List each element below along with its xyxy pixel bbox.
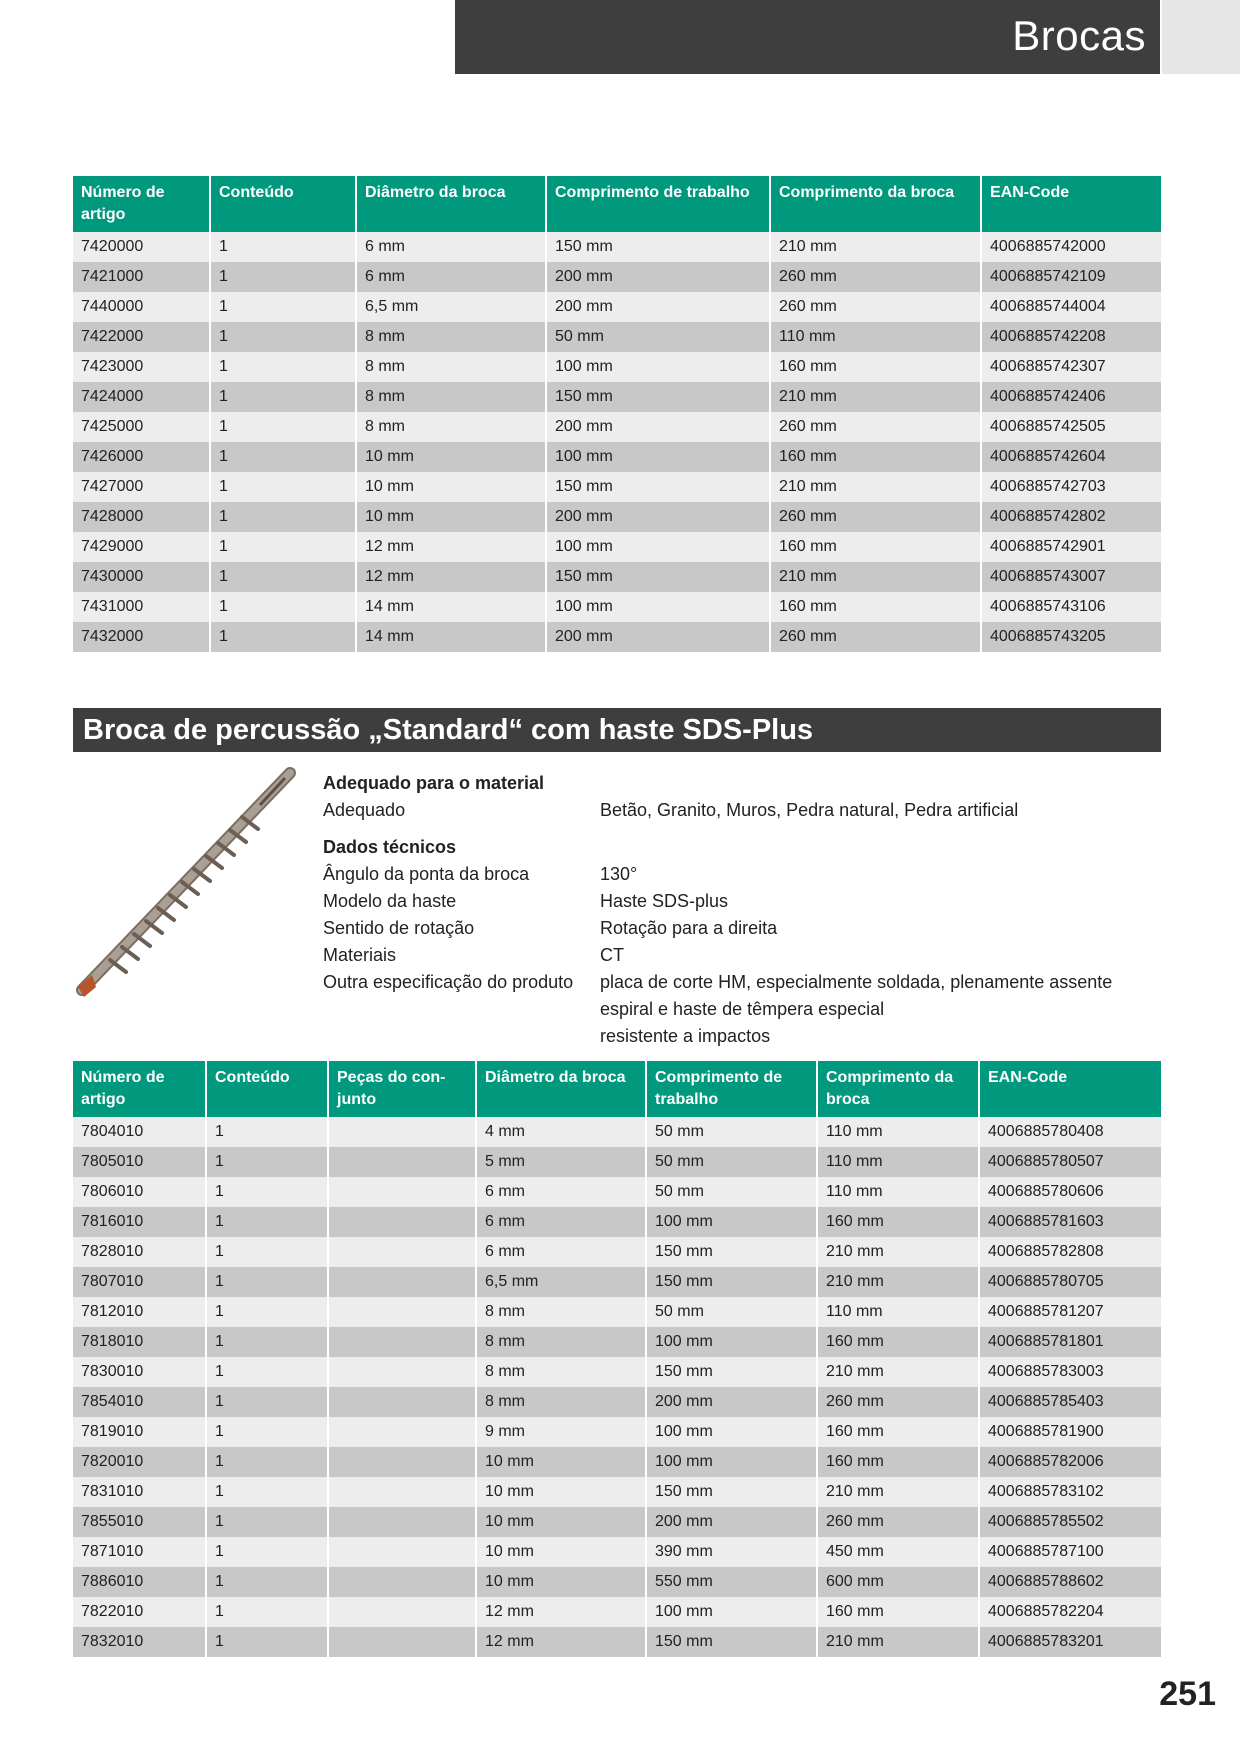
chapter-title: Brocas xyxy=(1012,12,1146,59)
table-cell: 14 mm xyxy=(356,622,546,652)
table-row xyxy=(73,292,1161,322)
table-cell: 390 mm xyxy=(646,1537,817,1567)
table-cell: 1 xyxy=(206,1147,328,1177)
table-cell: 1 xyxy=(206,1117,328,1147)
table-cell: 7820010 xyxy=(73,1447,206,1477)
table-cell: 1 xyxy=(206,1207,328,1237)
spec-row xyxy=(323,942,1153,969)
table-row xyxy=(73,1237,1161,1267)
table-cell: 8 mm xyxy=(476,1357,646,1387)
table-cell: 150 mm xyxy=(646,1477,817,1507)
column-header-set-pieces: Peças do con-junto xyxy=(328,1061,476,1117)
table-cell: 1 xyxy=(206,1237,328,1267)
table-cell: 200 mm xyxy=(646,1507,817,1537)
table-cell: 7886010 xyxy=(73,1567,206,1597)
table-cell: 100 mm xyxy=(546,442,770,472)
table-cell xyxy=(328,1627,476,1657)
table-cell xyxy=(328,1147,476,1177)
table-row xyxy=(73,1627,1161,1657)
column-header-drill-length: Comprimento da broca xyxy=(770,176,981,232)
table-cell: 4006885743007 xyxy=(981,562,1161,592)
table-cell: 150 mm xyxy=(546,562,770,592)
table-cell xyxy=(328,1447,476,1477)
table-cell: 8 mm xyxy=(356,412,546,442)
table-cell xyxy=(328,1117,476,1147)
table-cell: 10 mm xyxy=(476,1537,646,1567)
spec-label xyxy=(323,996,600,1023)
column-header-working-length: Comprimento de trabalho xyxy=(646,1061,817,1117)
table-cell: 7420000 xyxy=(73,232,210,262)
table-row xyxy=(73,1207,1161,1237)
table-cell: 7854010 xyxy=(73,1387,206,1417)
table-cell: 200 mm xyxy=(546,622,770,652)
table-cell: 7430000 xyxy=(73,562,210,592)
table-cell: 1 xyxy=(210,322,356,352)
table-row xyxy=(73,1567,1161,1597)
table-cell: 6,5 mm xyxy=(356,292,546,322)
table-cell: 4006885783003 xyxy=(979,1357,1161,1387)
table-row xyxy=(73,1267,1161,1297)
technical-data-heading: Dados técnicos xyxy=(323,837,457,857)
spec-value: espiral e haste de têmpera especial xyxy=(600,999,885,1019)
table-cell: 210 mm xyxy=(817,1237,979,1267)
table-cell: 10 mm xyxy=(476,1567,646,1597)
table-cell: 1 xyxy=(210,382,356,412)
table-cell: 210 mm xyxy=(817,1357,979,1387)
table-cell: 4006885780408 xyxy=(979,1117,1161,1147)
table-cell: 210 mm xyxy=(817,1627,979,1657)
drill-table-1 xyxy=(73,176,1161,652)
table-cell xyxy=(328,1177,476,1207)
table-row xyxy=(73,472,1161,502)
table-cell: 14 mm xyxy=(356,592,546,622)
table-cell: 110 mm xyxy=(817,1177,979,1207)
table-row xyxy=(73,442,1161,472)
table-cell: 7425000 xyxy=(73,412,210,442)
table-cell: 7421000 xyxy=(73,262,210,292)
table-row xyxy=(73,412,1161,442)
table-cell: 10 mm xyxy=(476,1477,646,1507)
table-cell: 7432000 xyxy=(73,622,210,652)
table-row xyxy=(73,1537,1161,1567)
spec-row xyxy=(323,915,1153,942)
table-cell: 160 mm xyxy=(770,442,981,472)
table-cell: 10 mm xyxy=(356,442,546,472)
table-cell: 1 xyxy=(210,412,356,442)
table-cell: 1 xyxy=(210,592,356,622)
table-cell: 1 xyxy=(210,562,356,592)
table-cell: 160 mm xyxy=(770,592,981,622)
table-cell: 7423000 xyxy=(73,352,210,382)
table-cell: 7431000 xyxy=(73,592,210,622)
table-cell xyxy=(328,1537,476,1567)
table-cell: 450 mm xyxy=(817,1537,979,1567)
table-cell: 4006885780606 xyxy=(979,1177,1161,1207)
table-cell: 7816010 xyxy=(73,1207,206,1237)
table-cell: 150 mm xyxy=(646,1237,817,1267)
spec-value: resistente a impactos xyxy=(600,1026,771,1046)
table-cell: 160 mm xyxy=(817,1597,979,1627)
table-cell: 1 xyxy=(206,1627,328,1657)
table-cell: 5 mm xyxy=(476,1147,646,1177)
table-cell: 7804010 xyxy=(73,1117,206,1147)
table-cell: 210 mm xyxy=(770,472,981,502)
table-cell: 260 mm xyxy=(770,502,981,532)
table-cell: 4 mm xyxy=(476,1117,646,1147)
table-row xyxy=(73,592,1161,622)
chapter-header xyxy=(455,0,1160,74)
table-row xyxy=(73,322,1161,352)
table-cell: 7440000 xyxy=(73,292,210,322)
table-cell: 1 xyxy=(206,1327,328,1357)
table-cell: 1 xyxy=(206,1177,328,1207)
table-row xyxy=(73,1507,1161,1537)
table-cell: 4006885783102 xyxy=(979,1477,1161,1507)
table-cell: 210 mm xyxy=(770,382,981,412)
table-cell: 1 xyxy=(206,1357,328,1387)
table-cell: 4006885742703 xyxy=(981,472,1161,502)
table-cell: 4006885781207 xyxy=(979,1297,1161,1327)
table-cell: 12 mm xyxy=(356,532,546,562)
drill-table-2 xyxy=(73,1061,1161,1657)
table-cell: 4006885782006 xyxy=(979,1447,1161,1477)
table-cell: 4006885742208 xyxy=(981,322,1161,352)
table-row xyxy=(73,1357,1161,1387)
table-cell: 8 mm xyxy=(356,322,546,352)
column-header-content: Conteúdo xyxy=(206,1061,328,1117)
table-cell: 150 mm xyxy=(546,382,770,412)
table-cell: 7832010 xyxy=(73,1627,206,1657)
table-cell: 1 xyxy=(206,1417,328,1447)
table-cell: 100 mm xyxy=(546,592,770,622)
table-cell: 4006885785403 xyxy=(979,1387,1161,1417)
table-cell: 160 mm xyxy=(770,532,981,562)
table-cell: 8 mm xyxy=(476,1327,646,1357)
product-specifications xyxy=(323,770,1153,1050)
table-cell: 200 mm xyxy=(546,292,770,322)
table-cell: 6 mm xyxy=(476,1177,646,1207)
table-cell: 110 mm xyxy=(817,1117,979,1147)
table-cell: 6 mm xyxy=(356,232,546,262)
table-cell: 4006885788602 xyxy=(979,1567,1161,1597)
column-header-article-number: Número de artigo xyxy=(73,176,210,232)
spec-row xyxy=(323,996,1153,1023)
table-cell: 260 mm xyxy=(770,622,981,652)
table-cell xyxy=(328,1327,476,1357)
table-cell: 1 xyxy=(210,502,356,532)
table-cell: 50 mm xyxy=(646,1297,817,1327)
table-cell: 150 mm xyxy=(546,472,770,502)
table-cell: 100 mm xyxy=(646,1327,817,1357)
spec-row xyxy=(323,969,1153,996)
table-cell: 8 mm xyxy=(356,382,546,412)
material-heading: Adequado para o material xyxy=(323,773,545,793)
table-cell: 150 mm xyxy=(646,1357,817,1387)
table-cell: 4006885742406 xyxy=(981,382,1161,412)
table-cell: 4006885781603 xyxy=(979,1207,1161,1237)
table-cell: 1 xyxy=(206,1297,328,1327)
table-cell: 50 mm xyxy=(646,1177,817,1207)
table-cell: 6,5 mm xyxy=(476,1267,646,1297)
table-cell: 7806010 xyxy=(73,1177,206,1207)
spec-value: Rotação para a direita xyxy=(600,918,778,938)
table-cell xyxy=(328,1357,476,1387)
table-cell: 1 xyxy=(210,622,356,652)
table-cell: 160 mm xyxy=(817,1207,979,1237)
table-cell: 260 mm xyxy=(770,292,981,322)
table-cell: 7830010 xyxy=(73,1357,206,1387)
table-cell: 50 mm xyxy=(646,1147,817,1177)
table-cell: 100 mm xyxy=(546,532,770,562)
table-cell: 160 mm xyxy=(817,1417,979,1447)
table-cell: 150 mm xyxy=(646,1627,817,1657)
table-cell: 110 mm xyxy=(817,1297,979,1327)
table-row xyxy=(73,1297,1161,1327)
table-row xyxy=(73,1477,1161,1507)
table-cell: 10 mm xyxy=(476,1507,646,1537)
table-cell: 1 xyxy=(210,352,356,382)
table-cell: 4006885742109 xyxy=(981,262,1161,292)
table-cell: 10 mm xyxy=(356,502,546,532)
spec-label: Ângulo da ponta da broca xyxy=(323,864,530,884)
table-row xyxy=(73,382,1161,412)
table-cell: 4006885787100 xyxy=(979,1537,1161,1567)
table-cell: 4006885780705 xyxy=(979,1267,1161,1297)
table-cell: 200 mm xyxy=(546,502,770,532)
table-cell: 210 mm xyxy=(817,1267,979,1297)
column-header-working-length: Comprimento de trabalho xyxy=(546,176,770,232)
table-cell: 4006885780507 xyxy=(979,1147,1161,1177)
column-header-ean-code: EAN-Code xyxy=(981,176,1161,232)
table-cell: 7428000 xyxy=(73,502,210,532)
table-cell: 110 mm xyxy=(770,322,981,352)
table-cell: 1 xyxy=(210,262,356,292)
table-cell: 1 xyxy=(206,1387,328,1417)
table-cell: 8 mm xyxy=(476,1297,646,1327)
spec-label: Modelo da haste xyxy=(323,891,457,911)
table-cell: 1 xyxy=(206,1537,328,1567)
table-row xyxy=(73,622,1161,652)
table-cell: 200 mm xyxy=(546,262,770,292)
table-cell: 1 xyxy=(210,292,356,322)
table-cell: 6 mm xyxy=(476,1207,646,1237)
table-cell: 4006885742307 xyxy=(981,352,1161,382)
table-cell: 4006885742901 xyxy=(981,532,1161,562)
table-cell: 6 mm xyxy=(476,1237,646,1267)
spec-label: Sentido de rotação xyxy=(323,918,475,938)
table-cell: 4006885785502 xyxy=(979,1507,1161,1537)
table-cell: 7818010 xyxy=(73,1327,206,1357)
table-cell: 4006885744004 xyxy=(981,292,1161,322)
table-cell: 4006885783201 xyxy=(979,1627,1161,1657)
table-cell: 7871010 xyxy=(73,1537,206,1567)
column-header-ean-code: EAN-Code xyxy=(979,1061,1161,1117)
table-row xyxy=(73,232,1161,262)
table-cell: 7828010 xyxy=(73,1237,206,1267)
table-cell: 12 mm xyxy=(476,1627,646,1657)
table-cell: 260 mm xyxy=(817,1507,979,1537)
spec-value: Betão, Granito, Muros, Pedra natural, Pedra artificial xyxy=(600,800,1019,820)
table-cell: 160 mm xyxy=(817,1447,979,1477)
table-cell xyxy=(328,1567,476,1597)
table-cell: 1 xyxy=(210,232,356,262)
table-row xyxy=(73,1417,1161,1447)
table-row xyxy=(73,1447,1161,1477)
table-row xyxy=(73,1327,1161,1357)
table-cell: 100 mm xyxy=(646,1447,817,1477)
table-cell xyxy=(328,1237,476,1267)
table-cell: 1 xyxy=(206,1267,328,1297)
spec-value: 130° xyxy=(600,864,638,884)
chapter-tab xyxy=(1162,0,1240,74)
column-header-drill-length: Comprimento da broca xyxy=(817,1061,979,1117)
table-cell: 4006885781801 xyxy=(979,1327,1161,1357)
table-cell: 110 mm xyxy=(817,1147,979,1177)
table-row xyxy=(73,1597,1161,1627)
table-cell: 6 mm xyxy=(356,262,546,292)
table-cell: 7812010 xyxy=(73,1297,206,1327)
table-row xyxy=(73,1387,1161,1417)
spec-value: CT xyxy=(600,945,624,965)
table-cell: 50 mm xyxy=(646,1117,817,1147)
table-cell: 200 mm xyxy=(646,1387,817,1417)
table-cell: 7819010 xyxy=(73,1417,206,1447)
table-cell: 1 xyxy=(206,1597,328,1627)
table-cell: 160 mm xyxy=(770,352,981,382)
table-cell: 10 mm xyxy=(476,1447,646,1477)
table-cell: 7426000 xyxy=(73,442,210,472)
spec-value: Haste SDS-plus xyxy=(600,891,729,911)
table-cell: 150 mm xyxy=(546,232,770,262)
column-header-content: Conteúdo xyxy=(210,176,356,232)
table-cell: 4006885743106 xyxy=(981,592,1161,622)
table-cell: 4006885742604 xyxy=(981,442,1161,472)
spec-label: Materiais xyxy=(323,945,397,965)
table-cell: 1 xyxy=(210,472,356,502)
table-cell: 200 mm xyxy=(546,412,770,442)
spec-label: Outra especificação do produto xyxy=(323,972,574,992)
table-cell: 260 mm xyxy=(770,262,981,292)
table-row xyxy=(73,1177,1161,1207)
table-cell: 12 mm xyxy=(476,1597,646,1627)
table-row xyxy=(73,532,1161,562)
table-cell: 8 mm xyxy=(356,352,546,382)
table-row xyxy=(73,502,1161,532)
table-cell: 100 mm xyxy=(546,352,770,382)
table-cell: 100 mm xyxy=(646,1597,817,1627)
table-cell: 4006885742000 xyxy=(981,232,1161,262)
table-cell: 210 mm xyxy=(817,1477,979,1507)
spec-row xyxy=(323,888,1153,915)
table-cell: 8 mm xyxy=(476,1387,646,1417)
column-header-drill-diameter: Diâmetro da broca xyxy=(356,176,546,232)
table-cell xyxy=(328,1207,476,1237)
table-cell: 7807010 xyxy=(73,1267,206,1297)
table-row xyxy=(73,1117,1161,1147)
table-cell: 7831010 xyxy=(73,1477,206,1507)
table-cell: 1 xyxy=(210,442,356,472)
page-number: 251 xyxy=(1159,1675,1216,1713)
table-cell: 100 mm xyxy=(646,1207,817,1237)
table-cell: 4006885782204 xyxy=(979,1597,1161,1627)
table-row xyxy=(73,262,1161,292)
table-cell xyxy=(328,1597,476,1627)
table-cell: 210 mm xyxy=(770,562,981,592)
table-cell: 10 mm xyxy=(356,472,546,502)
table-row xyxy=(73,1147,1161,1177)
table-cell xyxy=(328,1387,476,1417)
table-cell: 1 xyxy=(206,1507,328,1537)
table-cell: 4006885743205 xyxy=(981,622,1161,652)
table-cell: 210 mm xyxy=(770,232,981,262)
table-cell: 7855010 xyxy=(73,1507,206,1537)
table-row xyxy=(73,562,1161,592)
table-cell xyxy=(328,1417,476,1447)
table-cell xyxy=(328,1477,476,1507)
spec-row xyxy=(323,797,1153,824)
spec-label xyxy=(323,1023,600,1050)
table-cell: 7427000 xyxy=(73,472,210,502)
table-cell: 7805010 xyxy=(73,1147,206,1177)
table-cell: 7822010 xyxy=(73,1597,206,1627)
table-cell: 260 mm xyxy=(770,412,981,442)
table-cell: 550 mm xyxy=(646,1567,817,1597)
column-header-article-number: Número de artigo xyxy=(73,1061,206,1117)
table-cell xyxy=(328,1297,476,1327)
table-cell: 260 mm xyxy=(817,1387,979,1417)
table-cell: 4006885782808 xyxy=(979,1237,1161,1267)
table-cell xyxy=(328,1267,476,1297)
table-row xyxy=(73,352,1161,382)
table-cell: 1 xyxy=(210,532,356,562)
section-title: Broca de percussão „Standard“ com haste SDS-Plus xyxy=(73,708,1161,752)
table-cell: 12 mm xyxy=(356,562,546,592)
table-cell: 4006885742802 xyxy=(981,502,1161,532)
table-cell: 1 xyxy=(206,1447,328,1477)
table-cell: 7422000 xyxy=(73,322,210,352)
table-cell: 4006885781900 xyxy=(979,1417,1161,1447)
table-cell: 7424000 xyxy=(73,382,210,412)
table-cell xyxy=(328,1507,476,1537)
table-cell: 160 mm xyxy=(817,1327,979,1357)
table-cell: 50 mm xyxy=(546,322,770,352)
table-cell: 600 mm xyxy=(817,1567,979,1597)
column-header-drill-diameter: Diâmetro da broca xyxy=(476,1061,646,1117)
spec-label: Adequado xyxy=(323,800,406,820)
table-cell: 100 mm xyxy=(646,1417,817,1447)
spec-value: placa de corte HM, especialmente soldada, plenamente assente xyxy=(600,972,1113,992)
sds-plus-drill-bit-image xyxy=(70,765,310,1005)
table-cell: 7429000 xyxy=(73,532,210,562)
table-cell: 9 mm xyxy=(476,1417,646,1447)
table-cell: 4006885742505 xyxy=(981,412,1161,442)
table-cell: 1 xyxy=(206,1567,328,1597)
spec-row xyxy=(323,861,1153,888)
table-cell: 1 xyxy=(206,1477,328,1507)
table-cell: 150 mm xyxy=(646,1267,817,1297)
spec-row xyxy=(323,1023,1153,1050)
